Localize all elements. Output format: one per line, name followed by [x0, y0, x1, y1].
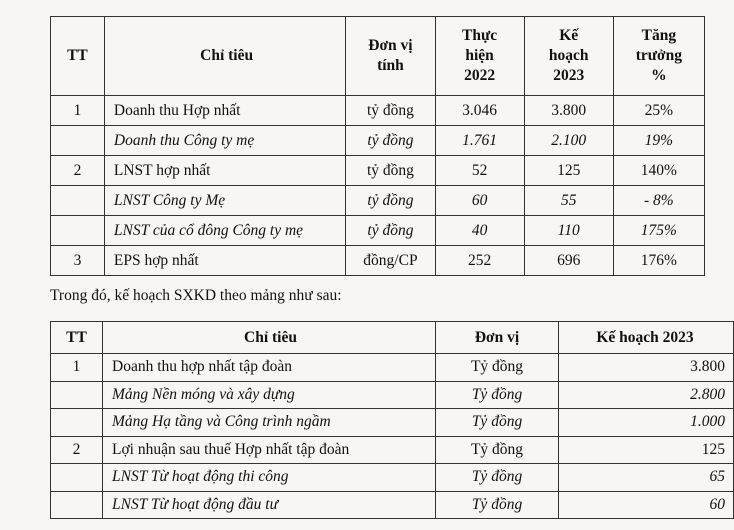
header-plan-2023: Kế hoạch 2023	[559, 322, 734, 354]
table-row	[51, 464, 734, 492]
header-plan-line3: 2023	[553, 67, 585, 85]
header-plan-2023	[524, 17, 613, 96]
cell-unit: tỷ đồng	[346, 126, 435, 156]
header-tt: TT	[51, 322, 103, 354]
table-header-row	[51, 322, 734, 354]
table-row	[51, 409, 734, 437]
cell-unit: Tỷ đồng	[436, 354, 559, 382]
table-row	[51, 96, 705, 126]
cell-indicator: LNST của cổ đông Công ty mẹ	[104, 216, 345, 246]
cell-unit: tỷ đồng	[346, 156, 435, 186]
cell-actual: 40	[435, 216, 524, 246]
cell-plan: 55	[524, 186, 613, 216]
cell-indicator: Mảng Hạ tầng và Công trình ngầm	[103, 409, 436, 437]
cell-tt	[51, 409, 103, 437]
header-actual-2022	[435, 17, 524, 96]
cell-tt: 1	[51, 96, 105, 126]
cell-unit: đồng/CP	[346, 246, 435, 276]
cell-indicator: Doanh thu Hợp nhất	[104, 96, 345, 126]
cell-growth: 19%	[613, 126, 704, 156]
cell-growth: - 8%	[613, 186, 704, 216]
header-plan-line1: Kế	[559, 26, 579, 44]
header-unit: Đơn vị	[436, 322, 559, 354]
cell-indicator: Lợi nhuận sau thuế Hợp nhất tập đoàn	[103, 436, 436, 464]
cell-unit: Tỷ đồng	[436, 381, 559, 409]
segment-plan-note: Trong đó, kế hoạch SXKD theo mảng như sau:	[50, 287, 342, 304]
table-row	[51, 436, 734, 464]
cell-actual: 52	[435, 156, 524, 186]
header-actual-line1: Thực	[461, 26, 498, 44]
cell-tt	[51, 464, 103, 492]
header-tt: TT	[51, 17, 105, 96]
segment-plan-table	[50, 321, 734, 519]
cell-unit: Tỷ đồng	[436, 464, 559, 492]
header-growth-line1: Tăng	[641, 26, 677, 44]
cell-tt	[51, 491, 103, 519]
cell-indicator: EPS hợp nhất	[104, 246, 345, 276]
cell-indicator: LNST Công ty Mẹ	[104, 186, 345, 216]
cell-indicator: Doanh thu hợp nhất tập đoàn	[103, 354, 436, 382]
cell-actual: 3.046	[435, 96, 524, 126]
header-growth-line2: trưởng	[635, 46, 683, 64]
cell-tt	[51, 126, 105, 156]
cell-plan: 110	[524, 216, 613, 246]
header-growth	[613, 17, 704, 96]
cell-tt: 3	[51, 246, 105, 276]
header-unit-line2: tính	[377, 57, 404, 74]
table-header-row	[51, 17, 705, 96]
table-row	[51, 126, 705, 156]
cell-plan: 60	[559, 491, 734, 519]
cell-plan: 2.800	[559, 381, 734, 409]
cell-indicator: LNST Từ hoạt động thi công	[103, 464, 436, 492]
business-results-table	[50, 16, 705, 276]
header-indicator: Chỉ tiêu	[104, 17, 345, 96]
table-row	[51, 186, 705, 216]
cell-plan: 125	[524, 156, 613, 186]
header-plan-line2: hoạch	[548, 46, 589, 64]
header-actual-line2: hiện	[465, 46, 494, 64]
table-row	[51, 216, 705, 246]
cell-indicator: LNST Từ hoạt động đầu tư	[103, 491, 436, 519]
cell-tt	[51, 381, 103, 409]
cell-indicator: LNST hợp nhất	[104, 156, 345, 186]
cell-plan: 2.100	[524, 126, 613, 156]
cell-growth: 140%	[613, 156, 704, 186]
cell-indicator: Doanh thu Công ty mẹ	[104, 126, 345, 156]
header-actual-line3: 2022	[464, 67, 496, 85]
cell-unit: Tỷ đồng	[436, 409, 559, 437]
cell-unit: tỷ đồng	[346, 186, 435, 216]
cell-plan: 125	[559, 436, 734, 464]
cell-actual: 252	[435, 246, 524, 276]
cell-plan: 1.000	[559, 409, 734, 437]
header-growth-line3: %	[651, 67, 667, 85]
cell-tt	[51, 186, 105, 216]
cell-indicator: Mảng Nền móng và xây dựng	[103, 381, 436, 409]
cell-unit: Tỷ đồng	[436, 436, 559, 464]
header-unit-line1: Đơn vị	[368, 36, 413, 54]
cell-growth: 175%	[613, 216, 704, 246]
cell-unit: Tỷ đồng	[436, 491, 559, 519]
header-unit	[346, 17, 435, 96]
cell-plan: 696	[524, 246, 613, 276]
cell-plan: 65	[559, 464, 734, 492]
header-indicator: Chỉ tiêu	[103, 322, 436, 354]
table-row	[51, 156, 705, 186]
cell-tt	[51, 216, 105, 246]
cell-actual: 1.761	[435, 126, 524, 156]
cell-plan: 3.800	[524, 96, 613, 126]
cell-unit: tỷ đồng	[346, 216, 435, 246]
cell-tt: 2	[51, 156, 105, 186]
cell-tt: 1	[51, 354, 103, 382]
cell-tt: 2	[51, 436, 103, 464]
cell-growth: 25%	[613, 96, 704, 126]
table-row	[51, 246, 705, 276]
table-row	[51, 491, 734, 519]
table-row	[51, 354, 734, 382]
cell-plan: 3.800	[559, 354, 734, 382]
table-row	[51, 381, 734, 409]
cell-actual: 60	[435, 186, 524, 216]
cell-growth: 176%	[613, 246, 704, 276]
cell-unit: tỷ đồng	[346, 96, 435, 126]
